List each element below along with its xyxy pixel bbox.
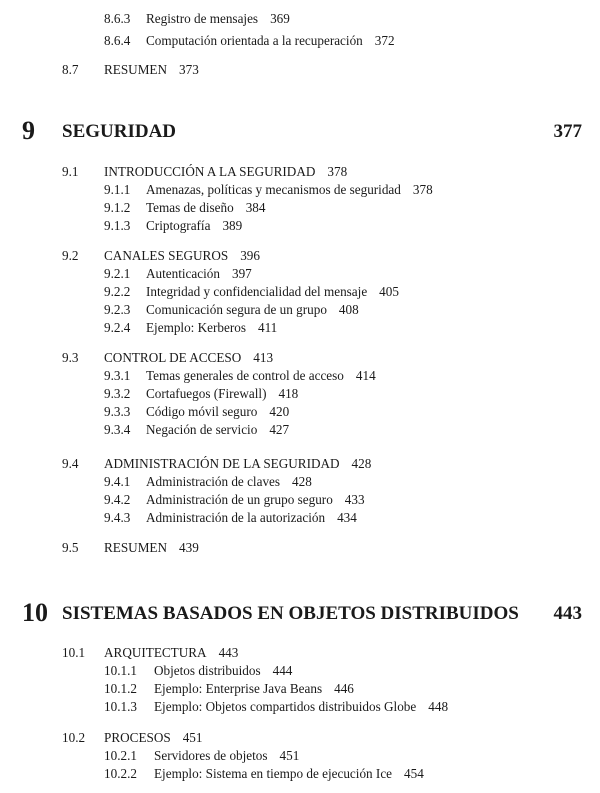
subsection-number: 9.2.4 xyxy=(104,320,131,335)
chapter-title: SISTEMAS BASADOS EN OBJETOS DISTRIBUIDOS xyxy=(62,603,519,624)
page-number: 451 xyxy=(279,748,300,763)
subsection-title: Ejemplo: Kerberos xyxy=(146,320,246,335)
subsection-number: 9.3.2 xyxy=(104,386,131,401)
subsection-title: Servidores de objetos xyxy=(154,748,268,763)
page-number: 411 xyxy=(257,320,278,335)
section-number: 9.4 xyxy=(62,456,79,471)
subsection-title: Temas generales de control de acceso xyxy=(146,368,344,383)
page-number: 428 xyxy=(351,456,372,471)
page-number: 443 xyxy=(218,645,239,660)
page-number: 389 xyxy=(222,218,243,233)
page-number: 451 xyxy=(182,730,203,745)
subsection-title: Computación orientada a la recuperación xyxy=(146,33,363,48)
page-number: 413 xyxy=(253,350,274,365)
subsection-number: 9.2.1 xyxy=(104,266,131,281)
chapter-page: 377 xyxy=(553,121,582,142)
subsection-number: 9.4.1 xyxy=(104,474,131,489)
page-number: 408 xyxy=(338,302,359,317)
chapter-heading xyxy=(0,115,600,149)
page-number: 378 xyxy=(327,164,348,179)
chapter-number: 9 xyxy=(22,116,35,145)
chapter-title: SEGURIDAD xyxy=(62,121,177,142)
page-number: 433 xyxy=(344,492,365,507)
page-number: 405 xyxy=(379,284,399,299)
page-number: 396 xyxy=(240,248,260,263)
subsection-number: 9.2.2 xyxy=(104,284,131,299)
page-number: 439 xyxy=(179,540,199,555)
page-number: 434 xyxy=(337,510,357,525)
section-title: ARQUITECTURA xyxy=(104,645,207,660)
subsection-number: 10.2.1 xyxy=(104,748,137,763)
section-title: RESUMEN xyxy=(104,62,168,77)
subsection-number: 10.1.2 xyxy=(104,681,137,696)
section-title: INTRODUCCIÓN A LA SEGURIDAD xyxy=(104,164,316,179)
chapter-number: 10 xyxy=(22,598,48,627)
subsection-number: 9.1.2 xyxy=(104,200,131,215)
page-number: 373 xyxy=(179,62,199,77)
page-number: 427 xyxy=(269,422,290,437)
subsection-number: 9.4.3 xyxy=(104,510,131,525)
section-number: 10.1 xyxy=(62,645,86,660)
subsection-number: 9.3.4 xyxy=(104,422,131,437)
subsection-number: 9.3.3 xyxy=(104,404,131,419)
subsection-title: Comunicación segura de un grupo xyxy=(146,302,327,317)
subsection-title: Negación de servicio xyxy=(146,422,258,437)
section-number: 10.2 xyxy=(62,730,86,745)
subsection-number: 8.6.3 xyxy=(104,11,131,26)
section-number: 8.7 xyxy=(62,62,79,77)
subsection-title: Ejemplo: Objetos compartidos distribuidos Globe xyxy=(154,699,417,714)
subsection-title: Código móvil seguro xyxy=(146,404,258,419)
subsection-title: Ejemplo: Sistema en tiempo de ejecución Ice xyxy=(154,766,393,781)
page-number: 378 xyxy=(412,182,433,197)
chapter-page: 443 xyxy=(553,603,582,624)
page-number: 369 xyxy=(270,11,290,26)
page-number: 397 xyxy=(231,266,252,281)
subsection-title: Criptografía xyxy=(146,218,211,233)
section-number: 9.2 xyxy=(62,248,79,263)
page-number: 444 xyxy=(272,663,293,678)
subsection-title: Cortafuegos (Firewall) xyxy=(146,386,267,401)
page-number: 446 xyxy=(334,681,354,696)
section-number: 9.3 xyxy=(62,350,79,365)
subsection-title: Ejemplo: Enterprise Java Beans xyxy=(154,681,323,696)
subsection-number: 10.2.2 xyxy=(104,766,137,781)
section-title: CANALES SEGUROS xyxy=(104,248,229,263)
subsection-title: Administración de claves xyxy=(146,474,281,489)
page-number: 454 xyxy=(404,766,424,781)
section-title: PROCESOS xyxy=(104,730,171,745)
page-number: 384 xyxy=(245,200,266,215)
subsection-title: Registro de mensajes xyxy=(146,11,259,26)
subsection-title: Autenticación xyxy=(146,266,220,281)
page-number: 418 xyxy=(278,386,299,401)
subsection-number: 8.6.4 xyxy=(104,33,131,48)
section-title: RESUMEN xyxy=(104,540,168,555)
subsection-number: 9.2.3 xyxy=(104,302,131,317)
subsection-title: Administración de un grupo seguro xyxy=(146,492,333,507)
subsection-number: 10.1.1 xyxy=(104,663,137,678)
section-number: 9.1 xyxy=(62,164,79,179)
section-number: 9.5 xyxy=(62,540,79,555)
subsection-number: 9.4.2 xyxy=(104,492,131,507)
page-number: 414 xyxy=(355,368,376,383)
chapter-heading xyxy=(0,597,600,631)
subsection-title: Objetos distribuidos xyxy=(154,663,261,678)
subsection-title: Amenazas, políticas y mecanismos de seguridad xyxy=(146,182,401,197)
subsection-title: Integridad y confidencialidad del mensaje xyxy=(146,284,368,299)
section-title: CONTROL DE ACCESO xyxy=(104,350,242,365)
subsection-number: 10.1.3 xyxy=(104,699,137,714)
subsection-number: 9.1.1 xyxy=(104,182,131,197)
section-title: ADMINISTRACIÓN DE LA SEGURIDAD xyxy=(104,456,340,471)
subsection-number: 9.1.3 xyxy=(104,218,131,233)
page-number: 428 xyxy=(292,474,312,489)
page-number: 420 xyxy=(269,404,290,419)
page-number: 448 xyxy=(428,699,449,714)
page-number: 372 xyxy=(374,33,395,48)
subsection-title: Administración de la autorización xyxy=(146,510,326,525)
subsection-number: 9.3.1 xyxy=(104,368,131,383)
subsection-title: Temas de diseño xyxy=(146,200,234,215)
